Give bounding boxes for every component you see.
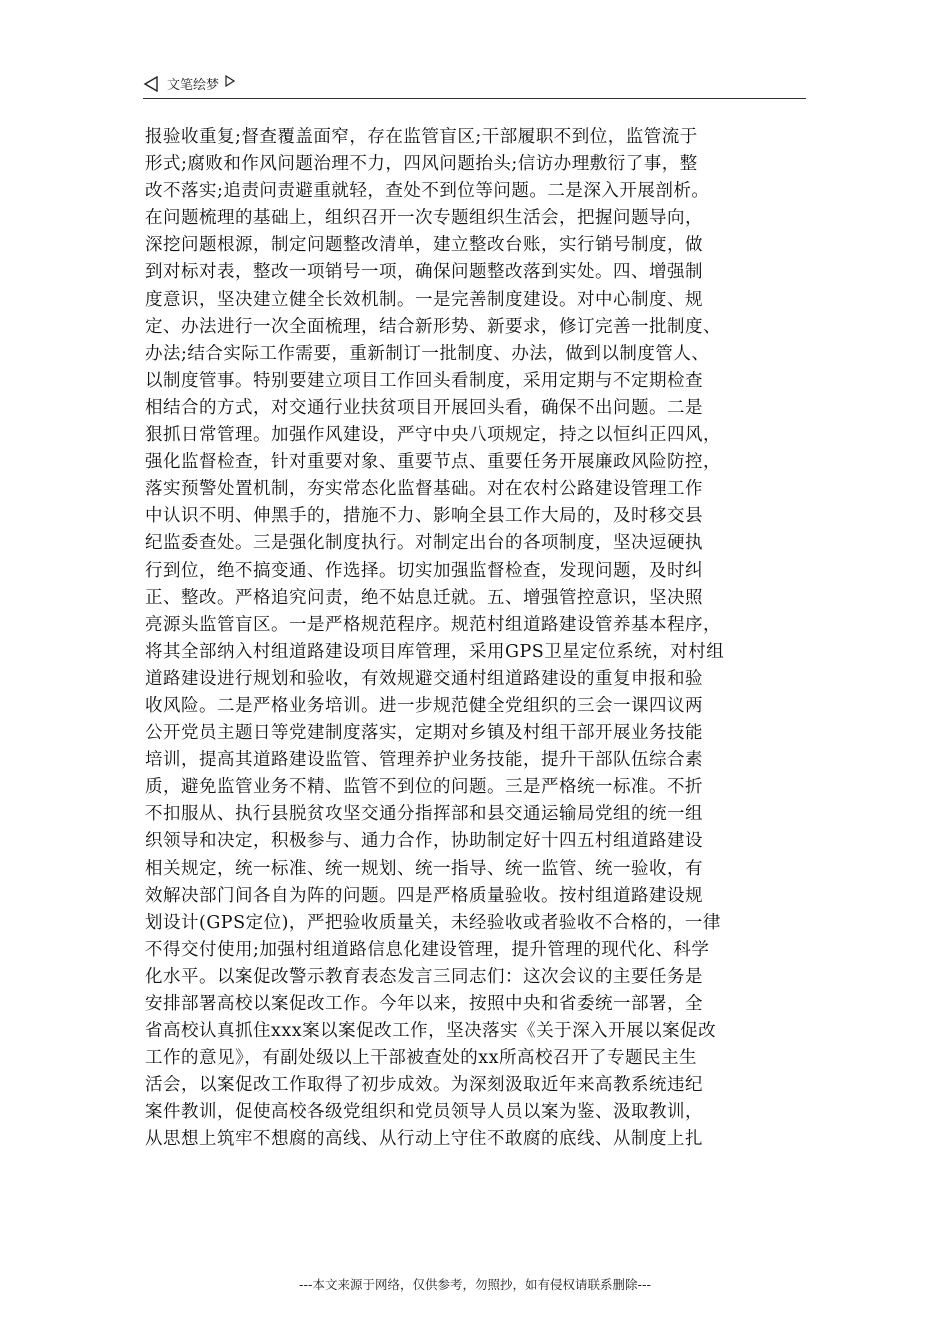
body-line: 化水平。以案促改警示教育表态发言三同志们：这次会议的主要任务是 bbox=[145, 966, 703, 987]
body-line: 安排部署高校以案促改工作。今年以来，按照中央和省委统一部署，全 bbox=[145, 994, 703, 1014]
body-line: 织领导和决定，积极参与、通力合作，协助制定好十四五村组道路建设 bbox=[145, 831, 703, 852]
body-line: 到对标对表，整改一项销号一项，确保问题整改落到实处。四、增强制 bbox=[145, 262, 703, 283]
body-line: 正、整改。严格追究问责，绝不姑息迁就。五、增强管控意识，坚决照 bbox=[145, 587, 703, 608]
body-line: 不扣服从、执行县脱贫攻坚交通分指挥部和县交通运输局党组的统一组 bbox=[145, 804, 703, 825]
body-line: 落实预警处置机制，夯实常态化监督基础。对在农村公路建设管理工作 bbox=[145, 479, 703, 500]
body-line: 狠抓日常管理。加强作风建设，严守中央八项规定，持之以恒纠正四风， bbox=[145, 425, 721, 446]
body-line: 在问题梳理的基础上，组织召开一次专题组织生活会，把握问题导向， bbox=[145, 208, 703, 229]
header-brand-group bbox=[143, 74, 235, 93]
document-body bbox=[145, 124, 809, 1154]
body-line: 定、办法进行一次全面梳理，结合新形势、新要求，修订完善一批制度、 bbox=[145, 316, 721, 337]
body-line: 亮源头监管盲区。一是严格规范程序。规范村组道路建设管养基本程序， bbox=[145, 614, 721, 635]
body-line: 强化监督检查，针对重要对象、重要节点、重要任务开展廉政风险防控， bbox=[145, 452, 721, 473]
body-line: 质，避免监管业务不精、监管不到位的问题。三是严格统一标准。不折 bbox=[145, 777, 703, 798]
page-footer-notice: ---本文来源于网络，仅供参考，勿照抄，如有侵权请联系删除--- bbox=[298, 1277, 652, 1292]
body-line: 将其全部纳入村组道路建设项目库管理，采用GPS卫星定位系统，对村组 bbox=[145, 641, 725, 662]
body-line: 报验收重复;督查覆盖面窄，存在监管盲区;干部履职不到位，监管流于 bbox=[145, 127, 698, 147]
body-line: 公开党员主题日等党建制度落实，定期对乡镇及村组干部开展业务技能 bbox=[145, 723, 703, 744]
body-line: 办法;结合实际工作需要，重新制订一批制度、办法，做到以制度管人、 bbox=[145, 343, 710, 364]
body-line: 相结合的方式，对交通行业扶贫项目开展回头看，确保不出问题。二是 bbox=[145, 397, 703, 418]
body-line: 道路建设进行规划和验收，有效规避交通村组道路建设的重复申报和验 bbox=[145, 668, 703, 689]
body-line: 度意识，坚决建立健全长效机制。一是完善制度建设。对中心制度、规 bbox=[145, 289, 703, 310]
triangle-right-icon bbox=[225, 75, 235, 87]
body-line: 不得交付使用;加强村组道路信息化建设管理，提升管理的现代化、科学 bbox=[145, 939, 710, 960]
body-line: 培训，提高其道路建设监管、管理养护业务技能，提升干部队伍综合素 bbox=[145, 750, 703, 771]
body-line: 相关规定，统一标准、统一规划、统一指导、统一监管、统一验收，有 bbox=[145, 858, 703, 879]
body-line: 中认识不明、伸黑手的，措施不力、影响全县工作大局的，及时移交县 bbox=[145, 506, 703, 527]
body-line: 从思想上筑牢不想腐的高线、从行动上守住不敢腐的底线、从制度上扎 bbox=[145, 1129, 703, 1150]
body-line: 形式;腐败和作风问题治理不力，四风问题抬头;信访办理敷衍了事，整 bbox=[145, 154, 698, 175]
body-line: 深挖问题根源，制定问题整改清单，建立整改台账，实行销号制度，做 bbox=[145, 235, 703, 256]
body-line: 改不落实;追责问责避重就轻，查处不到位等问题。二是深入开展剖析。 bbox=[145, 181, 710, 202]
body-line: 以制度管事。特别要建立项目工作回头看制度，采用定期与不定期检查 bbox=[145, 370, 703, 391]
body-line: 活会，以案促改工作取得了初步成效。为深刻汲取近年来高教系统违纪 bbox=[145, 1075, 703, 1096]
body-line: 收风险。二是严格业务培训。进一步规范健全党组织的三会一课四议两 bbox=[145, 695, 703, 716]
body-line: 划设计(GPS定位)，严把验收质量关，未经验收或者验收不合格的，一律 bbox=[145, 912, 721, 933]
triangle-left-icon bbox=[143, 76, 159, 92]
body-line: 省高校认真抓住xxx案以案促改工作，坚决落实《关于深入开展以案促改 bbox=[145, 1021, 717, 1042]
body-line: 工作的意见》，有副处级以上干部被查处的xx所高校召开了专题民主生 bbox=[145, 1048, 697, 1069]
body-line: 效解决部门间各自为阵的问题。四是严格质量验收。按村组道路建设规 bbox=[145, 885, 703, 906]
header-brand: 文笔绘梦 bbox=[167, 78, 220, 93]
body-line: 案件教训，促使高校各级党组织和党员领导人员以案为鉴、汲取教训， bbox=[145, 1102, 703, 1123]
body-line: 纪监委查处。三是强化制度执行。对制定出台的各项制度，坚决逗硬执 bbox=[145, 533, 703, 554]
page-header bbox=[143, 72, 806, 99]
body-line: 行到位，绝不搞变通、作选择。切实加强监督检查，发现问题，及时纠 bbox=[145, 560, 703, 581]
